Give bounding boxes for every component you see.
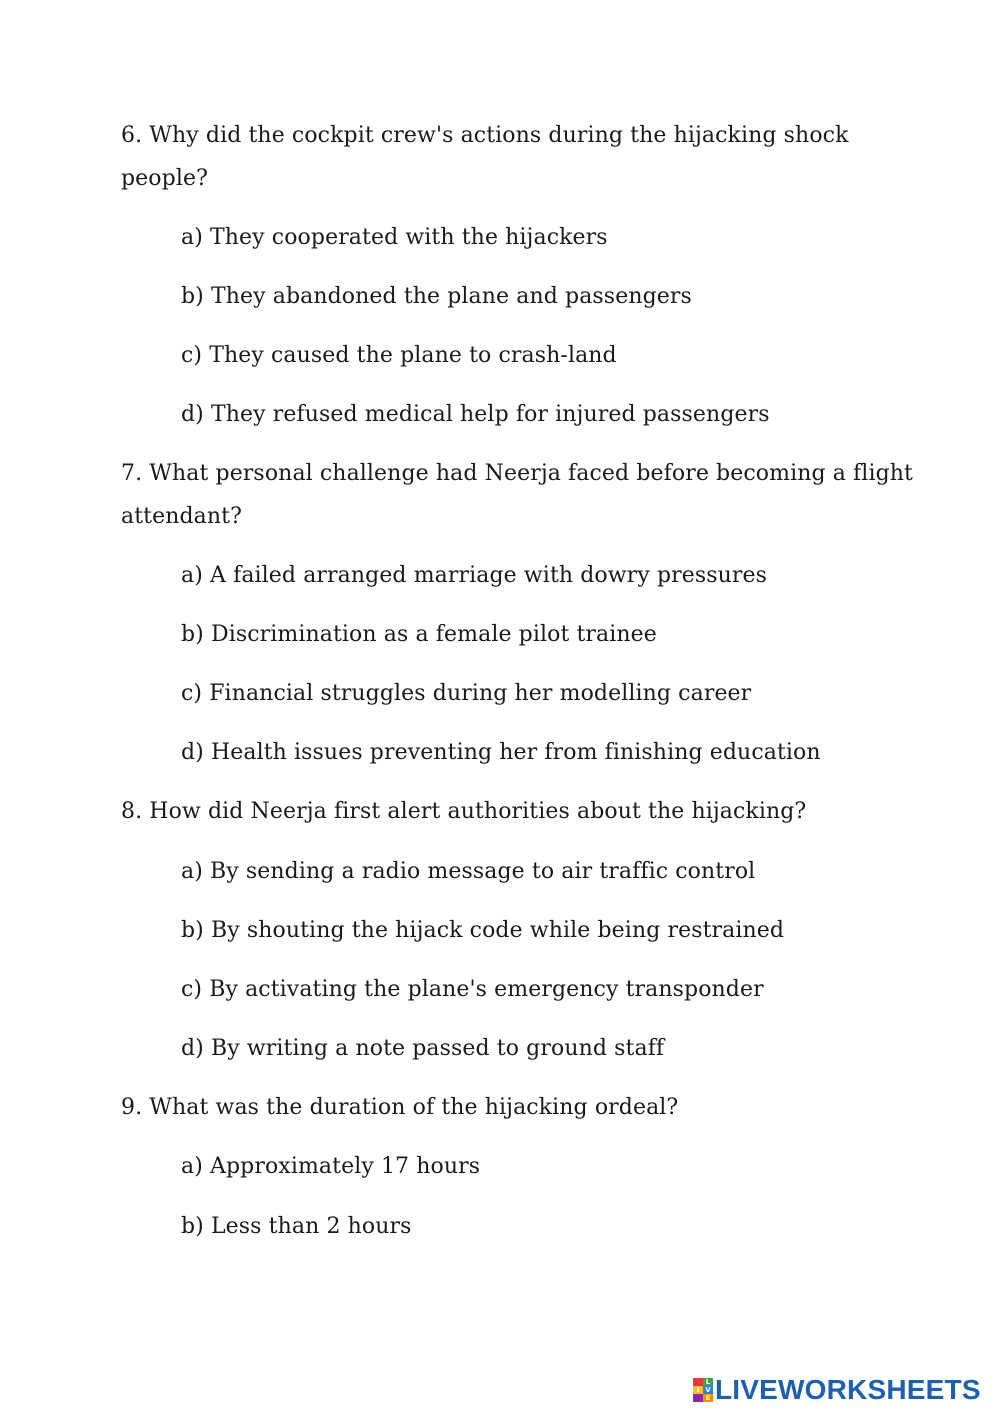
logo-mark-icon <box>693 1378 713 1402</box>
question-9-text: 9. What was the duration of the hijacking ordeal? <box>121 1095 679 1120</box>
logo-mark-cell: E <box>703 1394 713 1402</box>
question-7-option-a: a) A failed arranged marriage with dowry pressures <box>181 563 768 588</box>
question-6-text: 6. Why did the cockpit crew's actions during the hijacking shock <box>121 123 849 148</box>
question-7-text: 7. What personal challenge had Neerja faced before becoming a flight <box>121 461 913 486</box>
question-8-option-a: a) By sending a radio message to air traffic control <box>181 859 756 884</box>
logo-mark-cell <box>693 1394 703 1402</box>
logo-mark-cell: L <box>703 1378 713 1386</box>
liveworksheets-logo[interactable] <box>693 1375 981 1405</box>
question-6-option-c: c) They caused the plane to crash-land <box>181 343 617 368</box>
question-8-option-d: d) By writing a note passed to ground staff <box>181 1036 665 1061</box>
logo-mark-cell <box>693 1378 703 1386</box>
question-6-option-b: b) They abandoned the plane and passengers <box>181 284 692 309</box>
question-7-text-cont: attendant? <box>121 504 242 529</box>
logo-wordmark: LIVEWORKSHEETS <box>715 1374 981 1405</box>
question-7-option-d: d) Health issues preventing her from finishing education <box>181 740 821 765</box>
logo-mark-cell: I <box>693 1386 703 1394</box>
question-8-text: 8. How did Neerja first alert authorities about the hijacking? <box>121 799 807 824</box>
question-8-option-c: c) By activating the plane's emergency transponder <box>181 977 764 1002</box>
question-7-option-b: b) Discrimination as a female pilot trainee <box>181 622 657 647</box>
question-6-option-d: d) They refused medical help for injured passengers <box>181 402 770 427</box>
question-6-option-a: a) They cooperated with the hijackers <box>181 225 608 250</box>
question-6-text-cont: people? <box>121 166 208 191</box>
logo-mark-cell: V <box>703 1386 713 1394</box>
question-9-option-b: b) Less than 2 hours <box>181 1214 412 1239</box>
question-8-option-b: b) By shouting the hijack code while being restrained <box>181 918 785 943</box>
question-7-option-c: c) Financial struggles during her modelling career <box>181 681 752 706</box>
question-9-option-a: a) Approximately 17 hours <box>181 1154 481 1179</box>
